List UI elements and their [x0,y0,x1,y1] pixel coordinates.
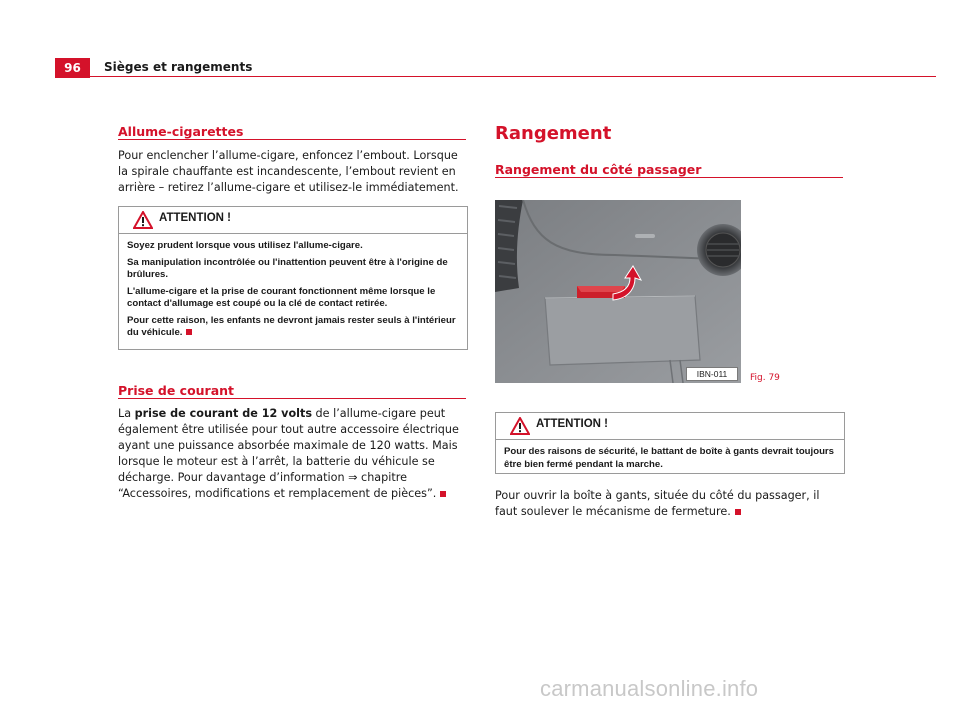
figure-code-tag: IBN-011 [686,367,738,381]
warning-box-glovebox [495,412,845,474]
glovebox-figure [495,200,741,383]
paragraph-glovebox [495,488,843,520]
heading-cigarette-lighter: Allume-cigarettes [118,124,244,139]
socket-text-bold: prise de courant de 12 volts [134,407,312,420]
warning-paragraph-text: Pour cette raison, les enfants ne devront jamais rester seuls à l'intérieur du véhicule. [127,314,456,338]
warning-paragraph: Soyez prudent lorsque vous utilisez l'allume-cigare. [127,240,363,251]
page-number: 96 [55,58,90,78]
end-marker-icon [440,491,446,497]
heading-rule [118,398,466,399]
warning-header [119,207,467,234]
socket-text-body: de l’allume-cigare peut également être utilisée pour tout autre accessoire électrique ayant une puissance absorbée maximale de 120 watts. Mais lorsque le moteur est à l’arrêt, la batterie du véhicule se décharge. Pour davantage d’information ⇒ chapitre “Accessoires, modifications et remplacement de pièces”. [118,407,459,500]
warning-body [119,234,467,340]
warning-title: ATTENTION ! [536,418,608,430]
heading-power-socket: Prise de courant [118,383,235,398]
warning-body [496,440,844,471]
section-title: Sièges et rangements [104,60,253,74]
heading-rule [118,139,466,140]
warning-paragraph [127,315,459,340]
warning-paragraph: Sa manipulation incontrôlée ou l'inattention peuvent être à l'origine de brûlures. [127,256,448,280]
paragraph-power-socket [118,406,468,502]
socket-text-pre: La [118,407,135,420]
warning-paragraph: Pour des raisons de sécurité, le battant de boîte à gants devrait toujours être bien fermé pendant la marche. [504,446,834,470]
warning-triangle-icon [133,211,153,229]
glovebox-text: Pour ouvrir la boîte à gants, située du côté du passager, il faut soulever le mécanisme de fermeture. [495,489,820,518]
warning-title: ATTENTION ! [159,212,231,224]
figure-caption: Fig. 79 [750,373,780,383]
end-marker-icon [735,509,741,515]
heading-rule [495,177,843,178]
paragraph-cigarette-lighter: Pour enclencher l’allume-cigare, enfoncez l’embout. Lorsque la spirale chauffante est incandescente, l’embout revient en arrière – retirez l’allume-cigare et utilisez-le immédiatement. [118,149,459,194]
chapter-title: Rangement [495,123,612,144]
heading-passenger-storage: Rangement du côté passager [495,162,702,177]
warning-box-cigarette [118,206,468,350]
header-rule [90,76,936,77]
watermark: carmanualsonline.info [540,676,759,701]
warning-paragraph: L'allume-cigare et la prise de courant fonctionnent même lorsque le contact d'allumage est coupé ou la clé de contact retirée. [127,285,436,309]
end-marker-icon [186,329,192,335]
warning-triangle-icon [510,417,530,435]
warning-header [496,413,844,440]
